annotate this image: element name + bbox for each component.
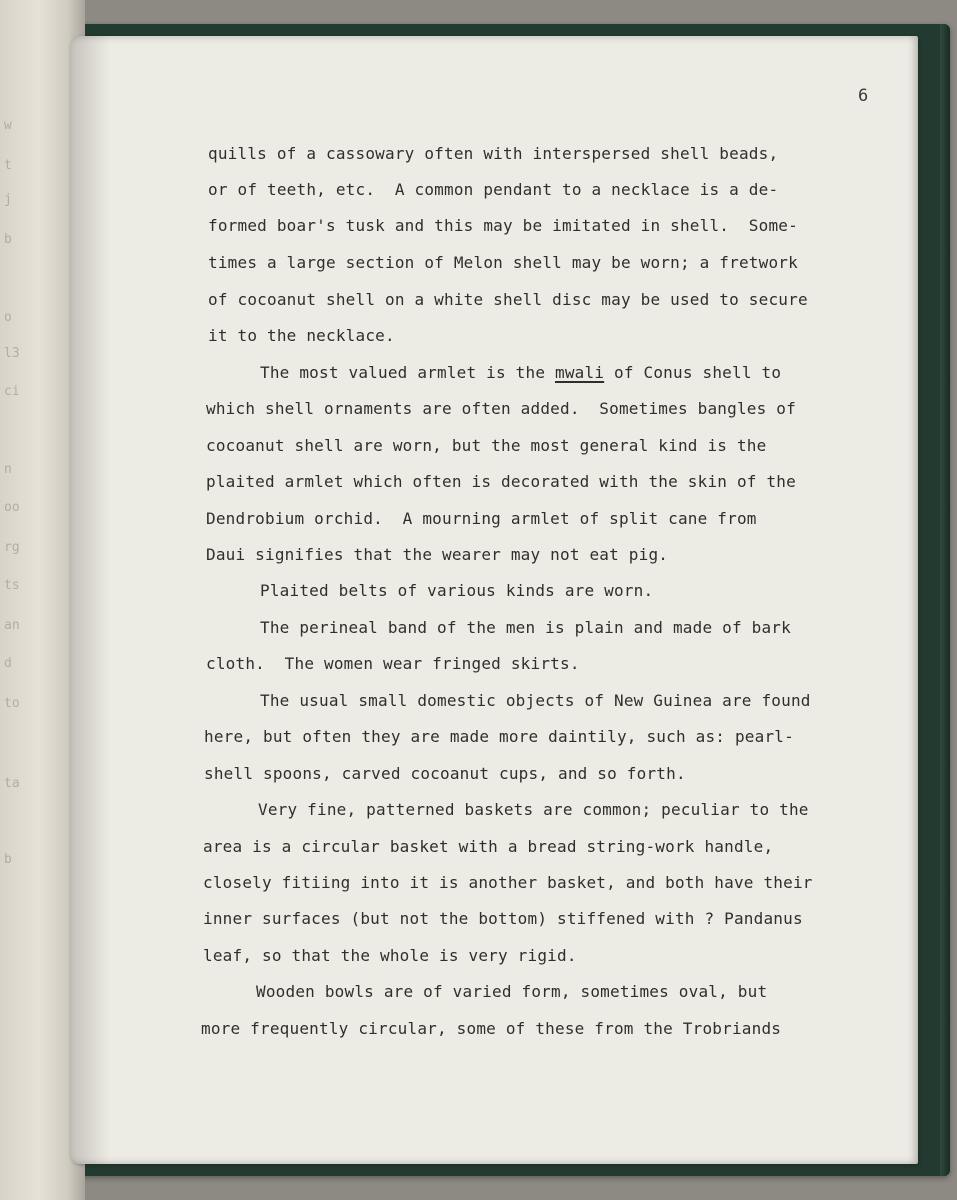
text-line: Plaited belts of various kinds are worn. bbox=[260, 581, 654, 600]
text-line: of cocoanut shell on a white shell disc may be used to secure bbox=[208, 290, 808, 309]
text-line: cloth. The women wear fringed skirts. bbox=[206, 654, 580, 673]
text-line: formed boar's tusk and this may be imitated in shell. Some- bbox=[208, 216, 798, 235]
cover-edge bbox=[940, 24, 950, 1176]
page-number: 6 bbox=[858, 86, 869, 106]
text-span: The most valued armlet is the bbox=[260, 363, 555, 382]
text-line: here, but often they are made more daintily, such as: pearl- bbox=[204, 727, 794, 746]
text-line: which shell ornaments are often added. Sometimes bangles of bbox=[206, 399, 796, 418]
text-line: inner surfaces (but not the bottom) stiffened with ? Pandanus bbox=[203, 909, 803, 928]
text-line: quills of a cassowary often with interspersed shell beads, bbox=[208, 144, 779, 163]
text-line: closely fitiing into it is another basket, and both have their bbox=[203, 873, 813, 892]
facing-page-bleed: w t j b o l3 ci n oo rg ts an d to ta b bbox=[4, 118, 20, 867]
text-line: times a large section of Melon shell may be worn; a fretwork bbox=[208, 253, 798, 272]
text-line: or of teeth, etc. A common pendant to a necklace is a de- bbox=[208, 180, 779, 199]
text-line: more frequently circular, some of these from the Trobriands bbox=[201, 1019, 782, 1038]
text-line: shell spoons, carved cocoanut cups, and so forth. bbox=[204, 764, 686, 783]
text-line: cocoanut shell are worn, but the most general kind is the bbox=[206, 436, 767, 455]
text-line bbox=[260, 363, 781, 382]
page-gutter-shadow bbox=[70, 36, 110, 1164]
text-line: Daui signifies that the wearer may not eat pig. bbox=[206, 545, 669, 564]
text-line: plaited armlet which often is decorated with the skin of the bbox=[206, 472, 796, 491]
underlined-word: mwali bbox=[554, 363, 605, 382]
text-line: The usual small domestic objects of New Guinea are found bbox=[260, 691, 811, 710]
text-line: Very fine, patterned baskets are common; peculiar to the bbox=[258, 800, 809, 819]
text-line: The perineal band of the men is plain and made of bark bbox=[260, 618, 791, 637]
text-line: area is a circular basket with a bread string-work handle, bbox=[203, 837, 774, 856]
text-span: of Conus shell to bbox=[604, 363, 782, 382]
text-line: Wooden bowls are of varied form, sometimes oval, but bbox=[256, 982, 768, 1001]
text-line: Dendrobium orchid. A mourning armlet of split cane from bbox=[206, 509, 757, 528]
text-line: leaf, so that the whole is very rigid. bbox=[203, 946, 577, 965]
document-page bbox=[70, 36, 918, 1164]
text-line: it to the necklace. bbox=[208, 326, 395, 345]
